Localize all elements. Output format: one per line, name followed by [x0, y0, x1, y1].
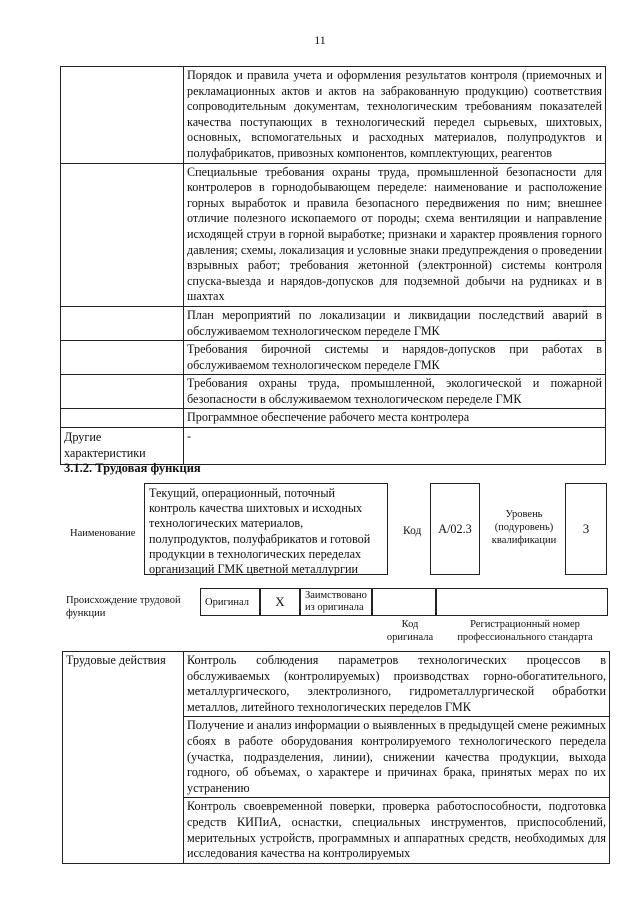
function-name-box: Текущий, операционный, поточный контроль качества шихтовых и исходных технологических материалов, полупродуктов, полуфабрикатов и готовой продукции в технологических переделах организаций ГМК цветной металлургии [144, 483, 388, 575]
action-text: Получение и анализ информации о выявленных в предыдущей смене режимных сбоях в работе оборудования контролируемого технологического передела (участка, подразделения, линии), снижении качества продукции, выхода годного, об объемах, о характере и причинах брака, принятых мерах по их устранению [184, 717, 610, 798]
name-label: Наименование [70, 528, 136, 539]
row-text: Специальные требования охраны труда, промышленной безопасности для контролеров в горнодобывающем переделе: наименование и расположение горных выработок и правила безопасного передвижения по ним; внешнее отличие полезного ископаемого от породы; схема вентиляции и направление исходящей струи в горной выработке; признаки и характер проявления горного давления; схемы, локализация и условные знаки предупреждения о проведении взрывных работ; требования жетонной (электронной) системы контроля спуска-выезда и нарядов-допусков для подземной добычи на рудниках и в шахтах [184, 163, 606, 306]
labor-actions-table [62, 651, 610, 864]
table-row [61, 409, 606, 428]
borrowed-label: Заимствовано из оригинала [300, 588, 372, 616]
row-text: Программное обеспечение рабочего места контролера [184, 409, 606, 428]
page-number: 11 [314, 33, 326, 47]
section-title: 3.1.2. Трудовая функция [64, 461, 201, 475]
original-mark: X [260, 588, 300, 616]
table-row [61, 163, 606, 306]
code-label: Код [403, 525, 422, 537]
knowledge-table [60, 66, 606, 465]
row-text: План мероприятий по локализации и ликвидации последствий аварий в обслуживаемом технологическом переделе ГМК [184, 306, 606, 340]
table-row [63, 652, 610, 717]
row-label [61, 306, 184, 340]
row-text: Требования бирочной системы и нарядов-допусков при работах в обслуживаемом технологическом переделе ГМК [184, 341, 606, 375]
code-original-cell [372, 588, 436, 616]
origin-label: Происхождение трудовой функции [66, 595, 181, 619]
row-label [61, 67, 184, 164]
table-row [61, 67, 606, 164]
action-text: Контроль соблюдения параметров технологических процессов в обслуживаемых (контролируемых) производствах горно-обогатительного, металлургического, электролизного, гидрометаллургической обработки металлов, литейного технологических переделов ГМК [184, 652, 610, 717]
code-original-label: Код оригинала [386, 619, 434, 643]
row-label [61, 375, 184, 409]
table-row [61, 428, 606, 465]
table-row [61, 341, 606, 375]
actions-label: Трудовые действия [63, 652, 184, 864]
row-text: Требования охраны труда, промышленной, экологической и пожарной безопасности в обслуживаемом технологическом переделе ГМК [184, 375, 606, 409]
action-text: Контроль своевременной поверки, проверка работоспособности, подготовка средств КИПиА, оснастки, специальных инструментов, приспособлений, мерительных устройств, программных и аппаратных средств, необходимых для исследования качества на контролируемых [184, 798, 610, 863]
code-value: A/02.3 [430, 483, 480, 575]
table-row [61, 375, 606, 409]
table-row [61, 306, 606, 340]
row-label [61, 409, 184, 428]
row-label [61, 163, 184, 306]
row-label-other: Другие характеристики [61, 428, 184, 465]
reg-number-cell [436, 588, 608, 616]
row-text: - [184, 428, 606, 465]
origin-row [200, 588, 608, 616]
original-label: Оригинал [200, 588, 260, 616]
reg-number-label: Регистрационный номер профессионального стандарта [457, 619, 593, 643]
row-text: Порядок и правила учета и оформления результатов контроля (приемочных и рекламационных актов и актов на забракованную продукцию) соответствия сопроводительным документам, технологическим требованиям показателей качества поступающих в технологический передел сырьевых, шихтовых, основных, вспомогательных и расходных материалов, полупродуктов и полуфабрикатов, привозных компонентов, комплектующих, реагентов [184, 67, 606, 164]
level-label: Уровень (подуровень) квалификации [491, 509, 557, 546]
level-value: 3 [565, 483, 607, 575]
row-label [61, 341, 184, 375]
